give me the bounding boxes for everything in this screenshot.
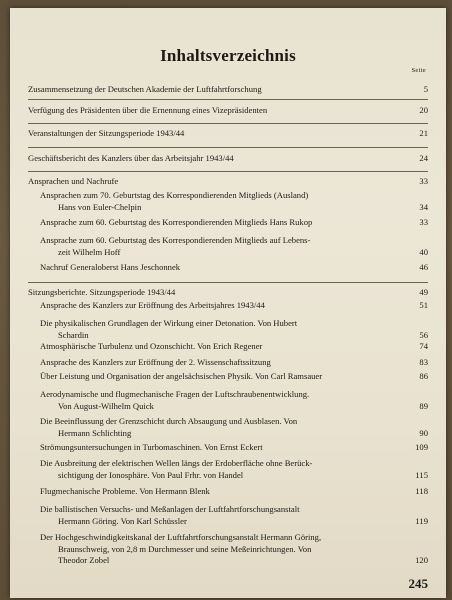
toc-entry-page: 33 [419, 176, 428, 186]
section-divider [28, 147, 428, 148]
section-divider [28, 171, 428, 172]
toc-entry-line: Ansprache zum 60. Geburtstag des Korrespondierenden Mitglieds Hans Rukop [40, 217, 313, 227]
toc-entry-line: Verfügung des Präsidenten über die Ernennung eines Vizepräsidenten [28, 105, 268, 115]
toc-entry-line: Strömungsuntersuchungen in Turbomaschinen. Von Ernst Eckert [40, 442, 263, 452]
toc-entry-line: Nachruf Generaloberst Hans Jeschonnek [40, 262, 181, 272]
toc-entry-page: 5 [423, 84, 428, 94]
toc-entry-title [40, 416, 384, 439]
toc-entry-page: 83 [419, 357, 428, 367]
toc-entry-title [28, 176, 384, 188]
toc-entry-page: 118 [415, 486, 428, 496]
toc-entry-page: 115 [415, 469, 428, 480]
toc-entry-page: 24 [419, 153, 428, 163]
toc-entry-page: 21 [419, 128, 428, 138]
page-column-header: Seite [411, 67, 426, 74]
toc-entry-title [40, 504, 384, 527]
toc-entry-title [40, 458, 384, 481]
toc-entry-title [40, 217, 384, 229]
toc-entry-line: sichtigung der Ionosphäre. Von Paul Frhr. von Handel [58, 469, 244, 480]
toc-entry-title [40, 357, 384, 369]
toc-entry-line: Die Ausbreitung der elektrischen Wellen längs der Erdoberfläche ohne Berück- [40, 458, 313, 468]
toc-entry-title [40, 389, 384, 412]
toc-entry-line: Ansprachen zum 70. Geburtstag des Korrespondierenden Mitglieds (Ausland) [40, 190, 309, 200]
toc-entry-page: 51 [419, 300, 428, 310]
toc-entry-line: zeit Wilhelm Hoff [58, 246, 121, 257]
toc-entry-line: Aerodynamische und flugmechanische Fragen der Luftschraubenentwicklung. [40, 389, 310, 399]
toc-entry-line: Sitzungsberichte. Sitzungsperiode 1943/44 [28, 287, 176, 297]
toc-entry-title [28, 153, 384, 165]
toc-entry-page: 46 [419, 262, 428, 272]
toc-entry-line: Die physikalischen Grundlagen der Wirkung einer Detonation. Von Hubert [40, 318, 298, 328]
toc-entry-line: Ansprache des Kanzlers zur Eröffnung der 2. Wissenschaftssitzung [40, 357, 271, 367]
toc-entry-line: Atmosphärische Turbulenz und Ozonschicht. Von Erich Regener [40, 341, 263, 351]
toc-entry-page: 40 [419, 246, 428, 257]
toc-entry-line: Veranstaltungen der Sitzungsperiode 1943/44 [28, 128, 185, 138]
toc-entry-title [40, 486, 384, 498]
toc-entry-line: Über Leistung und Organisation der angelsächsischen Physik. Von Carl Ramsauer [40, 371, 323, 381]
toc-entry-line: Hans von Euler-Chelpin [58, 201, 142, 212]
toc-entry-page: 90 [419, 427, 428, 438]
toc-entry-page: 109 [415, 442, 428, 452]
toc-entry-title [40, 442, 384, 454]
toc-entry-title [40, 371, 384, 383]
section-divider [28, 123, 428, 124]
toc-entry-page: 86 [419, 371, 428, 381]
toc-entry-page: 119 [415, 515, 428, 526]
section-divider [28, 99, 428, 100]
toc-entry-line: Geschäftsbericht des Kanzlers über das Arbeitsjahr 1943/44 [28, 153, 234, 163]
toc-entry-page: 56 [419, 329, 428, 340]
toc-entry-title [40, 262, 384, 274]
toc-entry-line: Ansprachen und Nachrufe [28, 176, 119, 186]
toc-entry-line: Schardin [58, 329, 89, 340]
toc-entry-page: 34 [419, 201, 428, 212]
toc-entry-line: Hermann Schlichting [58, 427, 132, 438]
toc-entry-page: 89 [419, 400, 428, 411]
toc-entry-title [40, 235, 384, 258]
toc-entry-title [28, 84, 384, 96]
toc-entry-title [40, 300, 384, 312]
toc-entry-line: Flugmechanische Probleme. Von Hermann Blenk [40, 486, 210, 496]
toc-entry-line: Zusammensetzung der Deutschen Akademie der Luftfahrtforschung [28, 84, 262, 94]
toc-entry-line: Hermann Göring. Von Karl Schüssler [58, 515, 187, 526]
toc-entry-line: Braunschweig, von 2,8 m Durchmesser und seine Meßeinrichtungen. Von [58, 543, 312, 554]
toc-entry-line: Theodor Zobel [58, 555, 110, 565]
toc-entry-page: 49 [419, 287, 428, 297]
book-page [10, 8, 446, 598]
toc-entry-title [40, 318, 384, 341]
toc-entry-line: Die Beeinflussung der Grenzschicht durch Absaugung und Ausblasen. Von [40, 416, 298, 426]
page-number: 245 [408, 576, 428, 591]
toc-entry-title [40, 190, 384, 213]
toc-entry-title [28, 128, 384, 140]
toc-entry-page: 120 [415, 555, 428, 565]
toc-entry-title [28, 105, 384, 117]
toc-entry-line: Von August-Wilhelm Quick [58, 400, 154, 411]
toc-entry-line: Die ballistischen Versuchs- und Meßanlagen der Luftfahrtforschungsanstalt [40, 504, 300, 514]
section-divider [28, 282, 428, 283]
toc-entry-page: 74 [419, 341, 428, 351]
toc-entry-title [40, 532, 384, 567]
toc-entry-title [40, 341, 384, 353]
page-title: Inhaltsverzeichnis [160, 46, 296, 65]
toc-entry-page: 20 [419, 105, 428, 115]
toc-entry-line: Ansprache des Kanzlers zur Eröffnung des Arbeitsjahres 1943/44 [40, 300, 265, 310]
toc-entry-line: Der Hochgeschwindigkeitskanal der Luftfahrtforschungsanstalt Hermann Göring, [40, 532, 322, 542]
toc-entry-line: Ansprache zum 60. Geburtstag des Korrespondierenden Mitglieds auf Lebens- [40, 235, 311, 245]
toc-entry-title [28, 287, 384, 299]
toc-entry-page: 33 [419, 217, 428, 227]
